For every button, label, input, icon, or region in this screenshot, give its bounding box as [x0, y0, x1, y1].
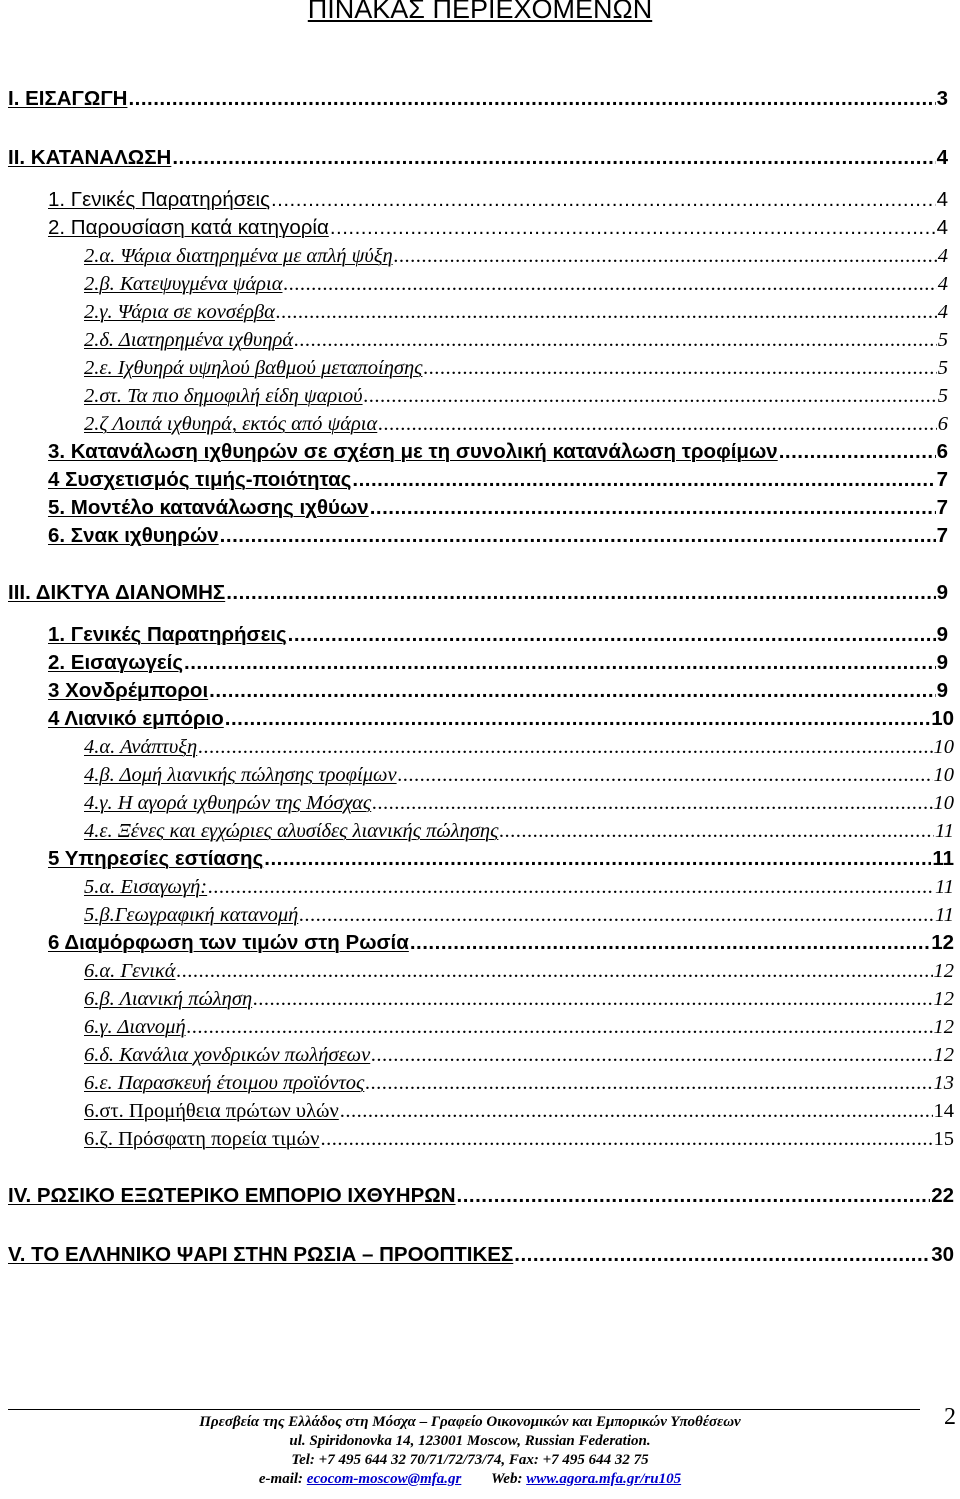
- toc-leader-dots: [378, 411, 936, 437]
- toc-entry[interactable]: [48, 678, 948, 704]
- page-title: ΠΙΝΑΚΑΣ ΠΕΡΙΕΧΟΜΕΝΩΝ: [307, 0, 653, 24]
- toc-entry-page: 30: [931, 1243, 954, 1266]
- toc-entry[interactable]: [84, 1070, 954, 1096]
- toc-entry-label: 2.δ. Διατηρημένα ιχθυηρά: [84, 329, 294, 351]
- footer: [0, 1413, 940, 1489]
- toc-entry[interactable]: [48, 622, 948, 648]
- toc-entry-page: 12: [931, 931, 954, 954]
- toc-entry-page: 7: [936, 524, 948, 547]
- web-link[interactable]: www.agora.mfa.gr/ru105: [526, 1471, 682, 1487]
- footer-line-organization: Πρεσβεία της Ελλάδος στη Μόσχα – Γραφείο Οικονομικών και Εμπορικών Υποθέσεων: [199, 1414, 741, 1430]
- toc-leader-dots: [288, 622, 936, 648]
- toc-leader-dots: [499, 818, 934, 844]
- toc-entry-label: 3 Χονδρέμποροι: [48, 679, 209, 702]
- toc-leader-dots: [365, 1070, 932, 1096]
- toc-leader-dots: [177, 958, 933, 984]
- email-link[interactable]: ecocom-moscow@mfa.gr: [306, 1471, 462, 1487]
- toc-entry-label: 4.ε. Ξένες και εγχώριες αλυσίδες λιανικής πώλησης: [84, 820, 499, 842]
- toc-entry-page: 3: [936, 87, 948, 110]
- toc-entry-label: 2.γ. Ψάρια σε κονσέρβα: [84, 301, 275, 323]
- toc-leader-dots: [283, 271, 936, 297]
- toc-entry-label: 5. Μοντέλο κατανάλωσης ιχθύων: [48, 496, 369, 519]
- toc-entry-label: 5.β.Γεωγραφική κατανομή: [84, 904, 299, 926]
- toc-entry-page: 10: [933, 792, 954, 814]
- toc-entry-label: 2.ζ Λοιπά ιχθυηρά, εκτός από ψάρια: [84, 413, 378, 435]
- toc-leader-dots: [276, 299, 937, 325]
- toc-entry[interactable]: [84, 383, 948, 409]
- toc-entry[interactable]: [48, 467, 948, 493]
- toc-entry-page: 6: [936, 440, 948, 463]
- toc-entry-label: 4 Συσχετισμός τιμής-ποιότητας: [48, 468, 352, 491]
- toc-entry-page: 14: [933, 1100, 954, 1122]
- toc-entry[interactable]: [8, 1183, 954, 1209]
- footer-line-phone: Tel: +7 495 644 32 70/71/72/73/74, Fax: +7 495 644 32 75: [291, 1452, 649, 1468]
- toc-leader-dots: [330, 215, 936, 241]
- toc-entry[interactable]: [84, 355, 948, 381]
- toc-leader-dots: [271, 187, 936, 213]
- toc-entry-page: 10: [933, 764, 954, 786]
- toc-leader-dots: [364, 383, 937, 409]
- toc-entry-label: 4 Λιανικό εμπόριο: [48, 707, 224, 730]
- toc-entry-page: 10: [933, 736, 954, 758]
- toc-entry-page: 5: [937, 329, 948, 351]
- toc-entry-page: 22: [931, 1184, 954, 1207]
- toc-entry-label: 2. Παρουσίαση κατά κατηγορία: [48, 216, 329, 239]
- toc-leader-dots: [253, 986, 932, 1012]
- toc-entry[interactable]: [48, 706, 954, 732]
- toc-entry-label: 6. Σνακ ιχθυηρών: [48, 524, 219, 547]
- footer-divider: [8, 1409, 920, 1410]
- toc-entry[interactable]: [48, 930, 954, 956]
- toc-entry-label: 4.β. Δομή λιανικής πώλησης τροφίμων: [84, 764, 397, 786]
- toc-entry[interactable]: [8, 580, 948, 606]
- toc-entry[interactable]: [84, 734, 954, 760]
- toc-entry[interactable]: [84, 299, 948, 325]
- toc-entry[interactable]: [84, 762, 954, 788]
- toc-entry-label: 2.α. Ψάρια διατηρημένα με απλή ψύξη: [84, 245, 393, 267]
- toc-leader-dots: [370, 495, 936, 521]
- toc-entry-label: 1. Γενικές Παρατηρήσεις: [48, 623, 287, 646]
- toc-entry-page: 10: [931, 707, 954, 730]
- toc-leader-dots: [294, 327, 937, 353]
- toc-entry[interactable]: [84, 243, 948, 269]
- toc-entry-page: 11: [935, 820, 954, 842]
- toc-entry[interactable]: [84, 902, 954, 928]
- toc-entry-label: 2.ε. Ιχθυηρά υψηλού βαθμού μεταποίησης: [84, 357, 423, 379]
- toc-entry-page: 4: [936, 146, 948, 169]
- email-label: e-mail:: [258, 1471, 304, 1487]
- toc-entry-label: 6.γ. Διανομή: [84, 1016, 186, 1038]
- toc-entry-page: 11: [935, 876, 954, 898]
- toc-entry-page: 4: [936, 216, 948, 239]
- toc-entry-page: 4: [937, 301, 948, 323]
- toc-entry-page: 13: [933, 1072, 954, 1094]
- toc-leader-dots: [225, 706, 930, 732]
- toc-entry-label: 6.δ. Κανάλια χονδρικών πωλήσεων: [84, 1044, 371, 1066]
- toc-entry-page: 9: [936, 651, 948, 674]
- toc-entry[interactable]: [48, 523, 948, 549]
- toc-entry-page: 5: [937, 357, 948, 379]
- toc-leader-dots: [779, 439, 936, 465]
- toc-entry[interactable]: [84, 958, 954, 984]
- toc-entry-label: 6 Διαμόρφωση των τιμών στη Ρωσία: [48, 931, 409, 954]
- toc-leader-dots: [423, 355, 936, 381]
- toc-entry-label: ΙΙ. ΚΑΤΑΝΑΛΩΣΗ: [8, 146, 172, 169]
- toc-entry-page: 11: [935, 904, 954, 926]
- toc-leader-dots: [514, 1242, 930, 1268]
- toc-leader-dots: [208, 874, 934, 900]
- web-label: Web:: [491, 1471, 523, 1487]
- toc-entry[interactable]: [84, 1126, 954, 1152]
- toc-entry[interactable]: [84, 1098, 954, 1124]
- toc-entry-label: 1. Γενικές Παρατηρήσεις: [48, 188, 270, 211]
- toc-leader-dots: [352, 467, 935, 493]
- toc-entry-label: 4.α. Ανάπτυξη: [84, 736, 198, 758]
- toc-entry-page: 4: [937, 273, 948, 295]
- toc-entry[interactable]: [48, 439, 948, 465]
- toc-entry[interactable]: [48, 495, 948, 521]
- toc-entry-label: 2. Εισαγωγείς: [48, 651, 183, 674]
- toc-entry[interactable]: [48, 215, 948, 241]
- toc-entry[interactable]: [8, 86, 948, 112]
- toc-leader-dots: [264, 846, 931, 872]
- footer-line-address: ul. Spiridonovka 14, 123001 Moscow, Russian Federation.: [289, 1433, 651, 1449]
- toc-leader-dots: [198, 734, 932, 760]
- toc-entry-label: 5.α. Εισαγωγή:: [84, 876, 208, 898]
- toc-entry[interactable]: [84, 1042, 954, 1068]
- toc-entry[interactable]: [84, 818, 954, 844]
- toc-leader-dots: [209, 678, 935, 704]
- footer-line-contact: [0, 1470, 940, 1489]
- toc-leader-dots: [226, 580, 935, 606]
- toc-entry-label: ΙΙΙ. ΔΙΚΤΥΑ ΔΙΑΝΟΜΗΣ: [8, 581, 226, 604]
- toc-entry-label: 4.γ. Η αγορά ιχθυηρών της Μόσχας: [84, 792, 372, 814]
- toc-leader-dots: [371, 1042, 932, 1068]
- toc-entry-page: 12: [933, 1016, 954, 1038]
- toc-leader-dots: [184, 650, 936, 676]
- toc-leader-dots: [398, 762, 933, 788]
- toc-entry-page: 6: [937, 413, 948, 435]
- toc-entry-label: IV. ΡΩΣΙΚΟ ΕΞΩΤΕΡΙΚΟ ΕΜΠΟΡΙΟ ΙΧΘΥΗΡΩΝ: [8, 1184, 456, 1207]
- toc-entry[interactable]: [84, 790, 954, 816]
- toc-leader-dots: [128, 86, 935, 112]
- toc-entry[interactable]: [84, 1014, 954, 1040]
- toc-entry[interactable]: [84, 411, 948, 437]
- toc-entry[interactable]: [8, 145, 948, 171]
- toc-entry-label: 3. Κατανάλωση ιχθυηρών σε σχέση με τη συνολική κατανάλωση τροφίμων: [48, 440, 778, 463]
- toc-entry-page: 4: [936, 188, 948, 211]
- toc-entry-label: 6.ζ. Πρόσφατη πορεία τιμών: [84, 1128, 320, 1150]
- toc-entry[interactable]: [48, 187, 948, 213]
- toc-entry-label: 6.ε. Παρασκευή έτοιμου προϊόντος: [84, 1072, 365, 1094]
- toc-entry-label: 6.α. Γενικά: [84, 960, 176, 982]
- toc-entry-page: 9: [936, 623, 948, 646]
- toc-entry[interactable]: [84, 986, 954, 1012]
- toc-leader-dots: [220, 523, 936, 549]
- toc-entry-label: 6.β. Λιανική πώληση: [84, 988, 253, 1010]
- toc-entry[interactable]: [48, 650, 948, 676]
- toc-entry-page: 4: [937, 245, 948, 267]
- toc-entry-page: 7: [936, 468, 948, 491]
- toc-entry-page: 7: [936, 496, 948, 519]
- toc-leader-dots: [320, 1126, 932, 1152]
- toc-entry-page: 12: [933, 960, 954, 982]
- toc-entry-label: Ι. ΕΙΣΑΓΩΓΗ: [8, 87, 128, 110]
- page-number: 2: [944, 1404, 956, 1430]
- toc-entry[interactable]: [48, 846, 954, 872]
- toc-entry-page: 5: [937, 385, 948, 407]
- toc-entry[interactable]: [84, 874, 954, 900]
- toc-leader-dots: [187, 1014, 933, 1040]
- toc-entry[interactable]: [8, 1242, 954, 1268]
- toc-leader-dots: [372, 790, 932, 816]
- toc-entry-page: 9: [936, 679, 948, 702]
- toc-entry-label: 2.στ. Τα πιο δημοφιλή είδη ψαριού: [84, 385, 363, 407]
- toc-entry-label: 2.β. Κατεψυγμένα ψάρια: [84, 273, 283, 295]
- toc-leader-dots: [410, 930, 930, 956]
- toc-entry-page: 12: [933, 1044, 954, 1066]
- toc-entry-page: 9: [936, 581, 948, 604]
- toc-entry[interactable]: [84, 271, 948, 297]
- toc-leader-dots: [457, 1183, 931, 1209]
- toc-leader-dots: [340, 1098, 933, 1124]
- toc-entry-label: 6.στ. Προμήθεια πρώτων υλών: [84, 1100, 339, 1122]
- toc-entry-label: 5 Υπηρεσίες εστίασης: [48, 847, 264, 870]
- toc-entry-page: 12: [933, 988, 954, 1010]
- toc-leader-dots: [394, 243, 937, 269]
- toc-leader-dots: [172, 145, 935, 171]
- toc-leader-dots: [299, 902, 934, 928]
- toc-entry-page: 11: [932, 847, 954, 870]
- toc-entry[interactable]: [84, 327, 948, 353]
- toc-entry-label: V. ΤΟ ΕΛΛΗΝΙΚΟ ΨΑΡΙ ΣΤΗΝ ΡΩΣΙΑ – ΠΡΟΟΠΤΙΚΕΣ: [8, 1243, 514, 1266]
- toc-entry-page: 15: [933, 1128, 954, 1150]
